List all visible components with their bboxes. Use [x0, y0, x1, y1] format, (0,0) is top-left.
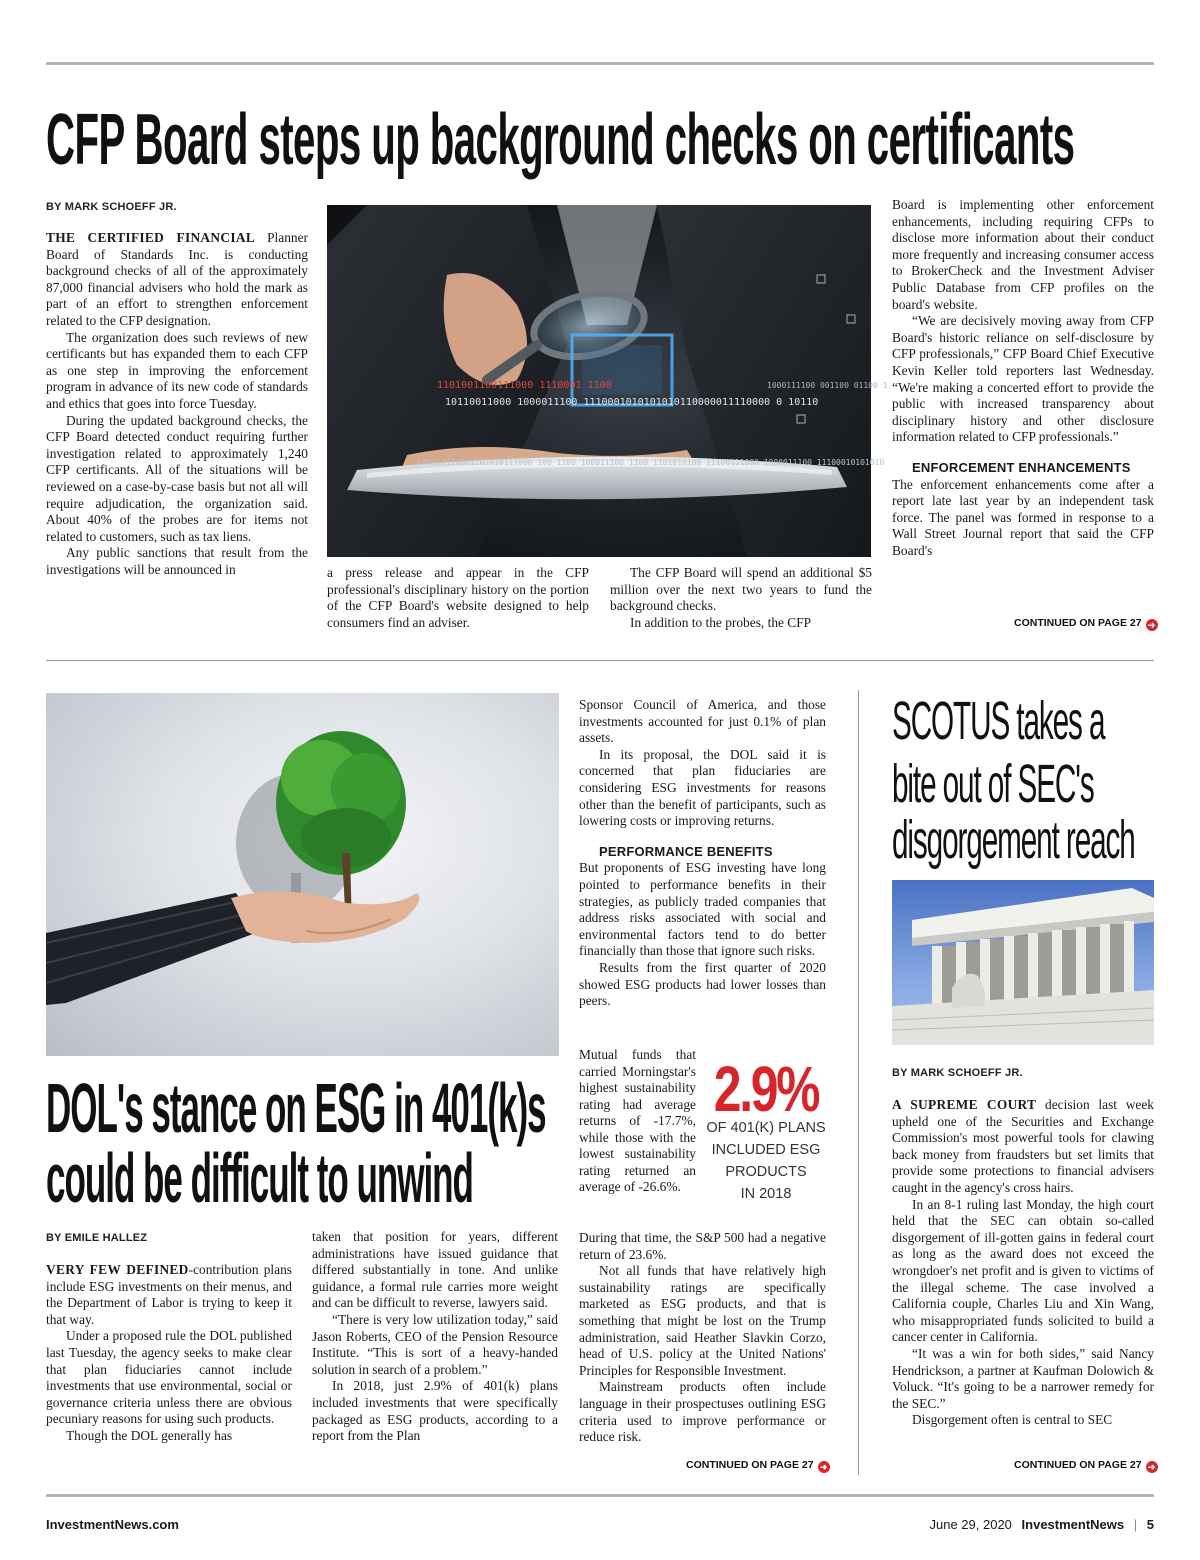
article2-subhead-performance: PERFORMANCE BENEFITS	[599, 843, 773, 859]
supreme-court-building-illustration	[892, 880, 1154, 1045]
article3-para2: In an 8-1 ruling last Monday, the high court held that the SEC can obtain so-called disgorgement of ill-gotten gains in federal court as long as the award does not exceed the wrongdoer's net profit and is given to victims of the illegal scheme. The case involved a California couple, Charles Liu and Xin Wang, who misappropriated funds solicited to build a cancer center in California.	[892, 1196, 1154, 1345]
article3-byline: BY MARK SCHOEFF JR.	[892, 1067, 1023, 1079]
top-rule	[46, 62, 1154, 65]
arrow-right-icon: ➜	[818, 1461, 830, 1473]
article2-col1-text1: -contribution plans include ESG investments on their menus, and the Department of Labor is trying to keep it that way.	[46, 1262, 292, 1327]
footer-page-info	[930, 1517, 1155, 1532]
article2-col3-para6: During that time, the S&P 500 had a negative return of 23.6%.	[579, 1230, 826, 1262]
article2-col3-para8: Mainstream products often include language in their prospectuses outlining ESG criteria used to improve performance or reduce risk.	[579, 1379, 826, 1445]
article1-col3-para2: In addition to the probes, the CFP	[630, 614, 812, 630]
article3-text1: decision last week upheld one of the Securities and Exchange Commission's most powerful tools for clawing back money from fraudsters but set limits that provide some protections to financial advisers caught in the agency's cross hairs.	[892, 1097, 1154, 1195]
article2-col3-para3: But proponents of ESG investing have long pointed to performance benefits in their strategies, as publicly traded companies that address risks associated with social and environmental factors tend to do better financially than those that ignore such risks.	[579, 860, 826, 959]
article3-para1	[892, 1097, 1154, 1197]
article3-headline-line3: disgorgement reach	[892, 810, 1135, 870]
svg-text:1000111100 001100 01100 1: 1000111100 001100 01100 1	[767, 381, 888, 390]
article2-col3-para4: Results from the first quarter of 2020 showed ESG products had lower losses than peers.	[579, 959, 826, 1009]
article1-col3-para1: The CFP Board will spend an additional $5 million over the next two years to fund the background checks.	[610, 565, 872, 614]
footer-separator: |	[1133, 1517, 1138, 1532]
article1-byline: BY MARK SCHOEFF JR.	[46, 201, 177, 213]
article2-stat-value: 2.9%	[713, 1053, 819, 1125]
article3-photo-supreme-court	[892, 880, 1154, 1045]
article2-headline-line2: could be difficult to unwind	[46, 1139, 473, 1217]
article2-stat-line3: PRODUCTS	[725, 1164, 807, 1180]
article2-continued-text: CONTINUED ON PAGE 27	[686, 1459, 814, 1471]
article2-col3-para1: Sponsor Council of America, and those investments accounted for just 0.1% of plan assets.	[579, 697, 826, 746]
article2-photo-hand-tree	[46, 693, 559, 1056]
arrow-right-icon: ➜	[1146, 619, 1158, 631]
article1-col1-para4: Any public sanctions that result from the investigations will be announced in	[46, 545, 308, 577]
article2-col3-para7: Not all funds that have relatively high sustainability ratings are specifically marketed as ESG products, and that is something that might be lost on the Trump administration, said Heather Slavkin Corzo, head of U.S. policy at the United Nations' Principles for Responsible Investment.	[579, 1263, 826, 1378]
article2-stat-line2: INCLUDED ESG	[711, 1142, 821, 1158]
footer-date: June 29, 2020	[929, 1517, 1012, 1532]
article3-headline-line2: bite out of SEC's	[892, 754, 1094, 814]
article1-photo-magnifier-tablet	[327, 205, 888, 557]
article1-headline: CFP Board steps up background checks on certificants	[46, 100, 1075, 180]
article2-stat-caption	[700, 1117, 832, 1205]
article1-col1-para1	[46, 230, 308, 330]
article1-subhead-enforcement: ENFORCEMENT ENHANCEMENTS	[912, 459, 1131, 475]
article2-column-3-bottom	[579, 1230, 826, 1457]
footer-site-link[interactable]: InvestmentNews.com	[46, 1517, 179, 1532]
footer-rule	[46, 1494, 1154, 1497]
column-divider	[858, 690, 859, 1475]
article3-continued-link[interactable]	[1014, 1459, 1158, 1473]
article2-lead-in: VERY FEW DEFINED	[46, 1262, 189, 1277]
article3-headline-line1: SCOTUS takes a	[892, 691, 1105, 751]
svg-text:10110011000 1000011100 1110001: 10110011000 1000011100 1110001010101010110000011110000 0 10110	[445, 397, 819, 408]
article2-col3-para5: Mutual funds that carried Morningstar's highest sustainability rating had average returns of -17.7%, while those with the lowest sustainability rating returned an average of -26.6%.	[579, 1047, 696, 1194]
article3-continued-text: CONTINUED ON PAGE 27	[1014, 1459, 1142, 1471]
article1-column-1	[46, 230, 308, 630]
article2-col3-para2: In its proposal, the DOL said it is concerned that plan fiduciaries are considering ESG investments for reasons other than the benefit of participants, such as lowering costs or improving returns.	[579, 746, 826, 829]
article1-col4-para2: “We are decisively moving away from CFP Board's historic reliance on self-disclosure by CFP professionals,” CFP Board Chief Executive Kevin Keller told reporters last Wednesday. “We're making a concerted effort to provide the public with increased transparency about disciplinary history and other disclosure information related to CFP professionals.”	[892, 313, 1154, 445]
svg-text:1101001100111000 1110001 1100: 1101001100111000 1110001 1100	[437, 380, 612, 391]
middle-rule	[46, 660, 1154, 661]
article2-stat-line1: OF 401(K) PLANS	[706, 1120, 826, 1136]
footer-brand: InvestmentNews	[1021, 1517, 1125, 1532]
article2-col1-para3: Though the DOL generally has	[66, 1427, 233, 1443]
article1-col1-para2: The organization does such reviews of new certificants but has expanded them to each CFP as one step in improving the enforcement program in advance of its new code of standards and ethics that goes into force Tuesday.	[46, 329, 308, 411]
article3-para3: “It was a win for both sides,” said Nancy Hendrickson, a partner at Kaufman Dolowich & Voluck. “It's going to be a narrower remedy for the SEC.”	[892, 1345, 1154, 1411]
tree-in-hand-illustration	[46, 693, 559, 1056]
article2-headline-line1: DOL's stance on ESG in 401(k)s	[46, 1069, 546, 1147]
article1-column-4	[892, 197, 1154, 617]
article2-column-1	[46, 1262, 292, 1474]
article1-lead-in: THE CERTIFIED FINANCIAL	[46, 230, 256, 245]
article3-lead-in: A SUPREME COURT	[892, 1097, 1037, 1112]
article2-col2-para2: “There is very low utilization today,” said Jason Roberts, CEO of the Pension Resource Institute. “This is sort of a heavy-handed solution in search of a problem.”	[312, 1311, 558, 1377]
article1-column-2	[327, 565, 589, 633]
article1-col4-para1: Board is implementing other enforcement enhancements, including requiring CFPs to disclose more information about their conduct more frequently and increasing consumer access to BrokerCheck and the Investment Adviser Public Database from CFP profiles on the board's website.	[892, 197, 1154, 312]
article1-continued-text: CONTINUED ON PAGE 27	[1014, 617, 1142, 629]
article2-col2-para1: taken that position for years, different administrations have issued guidance that differed substantially in tone. And unlike guidance, a formal rule carries more weight and can be difficult to reverse, lawyers said.	[312, 1229, 558, 1311]
article1-col4-para3: The enforcement enhancements come after a report late last year by an independent task force. The panel was formed in response to a Wall Street Journal report that said the CFP Board's	[892, 476, 1154, 558]
article2-col2-para3: In 2018, just 2.9% of 401(k) plans included investments that were specifically packaged as ESG products, according to a report from the Plan	[312, 1378, 558, 1444]
article2-column-3-top	[579, 697, 826, 1047]
article2-col1-para1	[46, 1262, 292, 1328]
article2-column-3-narrow	[579, 1047, 696, 1229]
article1-column-3	[610, 565, 872, 633]
article2-continued-link[interactable]	[686, 1459, 830, 1473]
article1-col2-para1: a press release and appear in the CFP professional's disciplinary history on the portion of the CFP Board's website designed to help consumers find an adviser.	[327, 565, 589, 630]
article1-col1-text1: Planner Board of Standards Inc. is conducting background checks of all of the approximately 87,000 financial advisers who hold the mark as part of an effort to strengthen enforcement related to the CFP designation.	[46, 230, 308, 328]
footer-page-number: 5	[1146, 1517, 1154, 1532]
article3-para4: Disgorgement often is central to SEC	[912, 1412, 1113, 1428]
article2-col1-para2: Under a proposed rule the DOL published last Tuesday, the agency seeks to make clear that plan fiduciaries cannot include investments that use environmental, social or governance criteria unless there are obvious pecuniary reasons for using such products.	[46, 1328, 292, 1427]
article2-byline: BY EMILE HALLEZ	[46, 1232, 148, 1244]
article1-continued-link[interactable]	[1014, 617, 1158, 631]
article2-column-2	[312, 1229, 558, 1474]
article2-stat-line4: IN 2018	[740, 1186, 792, 1202]
arrow-right-icon: ➜	[1146, 1461, 1158, 1473]
svg-text:100011110001101010111000 100 1: 100011110001101010111000 100 1100 100011100 1100 1101010100 11100111000 1000011100 11100010101010	[417, 458, 885, 467]
article1-col1-para3: During the updated background checks, the CFP Board detected conduct requiring further investigation related to approximately 1,240 CFP certificants. All of the situations will be reviewed on a case-by-case basis but not all will require adjudication, the organization said. About 40% of the probes are for items not related to customers, such as tax liens.	[46, 412, 308, 544]
article3-column	[892, 1097, 1154, 1457]
magnifier-illustration	[327, 205, 888, 557]
